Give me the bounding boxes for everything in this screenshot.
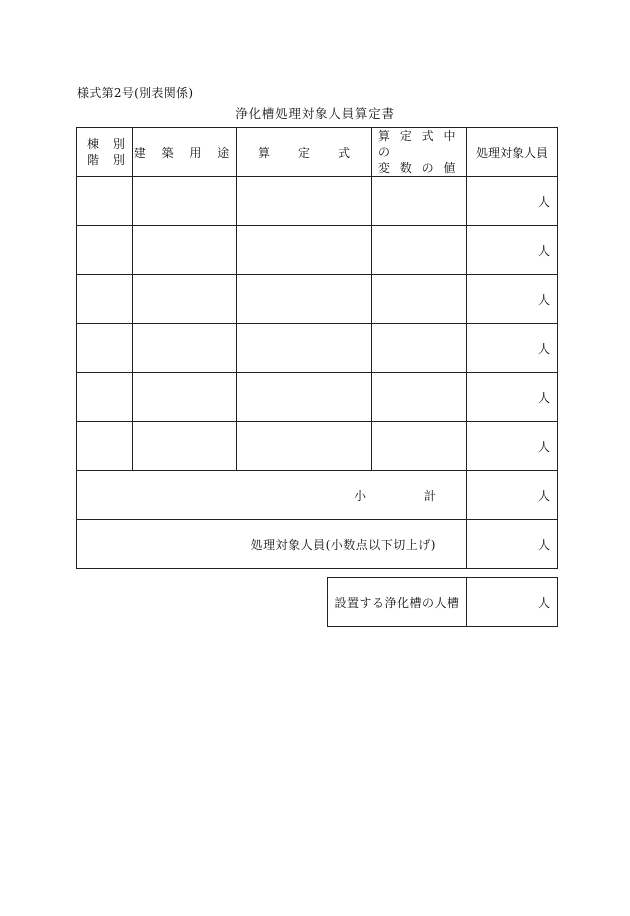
cell-formula[interactable] <box>237 275 372 324</box>
cell-variables[interactable] <box>372 275 467 324</box>
subtotal-persons[interactable]: 人 <box>467 471 558 520</box>
subtotal-label-a: 小 <box>353 488 366 503</box>
header-variables-line2: 変 数 の 値 <box>378 161 459 175</box>
header-floor: 階 別 <box>87 153 130 167</box>
table-row <box>77 226 558 275</box>
header-persons: 処理対象人員 <box>467 128 558 177</box>
cell-building-use[interactable] <box>133 275 237 324</box>
header-row <box>77 128 558 177</box>
tank-capacity-persons[interactable]: 人 <box>467 578 558 627</box>
header-building-use: 建 築 用 途 <box>133 128 237 177</box>
total-persons[interactable]: 人 <box>467 520 558 569</box>
cell-persons[interactable]: 人 <box>467 275 558 324</box>
header-formula <box>237 128 372 177</box>
cell-variables[interactable] <box>372 373 467 422</box>
cell-building-floor[interactable] <box>77 422 133 471</box>
subtotal-row <box>77 471 558 520</box>
cell-formula[interactable] <box>237 324 372 373</box>
cell-variables[interactable] <box>372 226 467 275</box>
cell-building-floor[interactable] <box>77 275 133 324</box>
cell-persons[interactable]: 人 <box>467 226 558 275</box>
cell-persons[interactable]: 人 <box>467 422 558 471</box>
header-variables <box>372 128 467 177</box>
header-building: 棟 別 <box>87 137 130 151</box>
cell-building-floor[interactable] <box>77 373 133 422</box>
cell-persons[interactable]: 人 <box>467 373 558 422</box>
tank-capacity-label: 設置する浄化槽の人槽 <box>328 578 467 627</box>
cell-building-use[interactable] <box>133 373 237 422</box>
cell-building-use[interactable] <box>133 226 237 275</box>
table-row <box>77 373 558 422</box>
header-formula-a: 算 <box>257 145 270 160</box>
cell-building-floor[interactable] <box>77 177 133 226</box>
cell-formula[interactable] <box>237 373 372 422</box>
header-formula-b: 定 <box>297 145 310 160</box>
cell-building-floor[interactable] <box>77 226 133 275</box>
cell-formula[interactable] <box>237 422 372 471</box>
document-title: 浄化槽処理対象人員算定書 <box>235 106 395 121</box>
header-variables-line1: 算 定 式 中 の <box>378 129 459 159</box>
table-row <box>77 422 558 471</box>
cell-building-use[interactable] <box>133 324 237 373</box>
subtotal-label <box>77 471 467 520</box>
cell-variables[interactable] <box>372 324 467 373</box>
subtotal-label-b: 計 <box>423 488 436 503</box>
cell-building-floor[interactable] <box>77 324 133 373</box>
tank-capacity-table <box>327 577 558 627</box>
cell-building-use[interactable] <box>133 177 237 226</box>
tank-row <box>328 578 558 627</box>
calculation-table <box>76 127 558 569</box>
table-row <box>77 275 558 324</box>
cell-persons[interactable]: 人 <box>467 177 558 226</box>
header-formula-c: 式 <box>338 145 351 160</box>
total-row <box>77 520 558 569</box>
table-row <box>77 324 558 373</box>
cell-formula[interactable] <box>237 226 372 275</box>
cell-variables[interactable] <box>372 177 467 226</box>
table-row <box>77 177 558 226</box>
header-building-floor <box>77 128 133 177</box>
cell-building-use[interactable] <box>133 422 237 471</box>
cell-variables[interactable] <box>372 422 467 471</box>
cell-persons[interactable]: 人 <box>467 324 558 373</box>
cell-formula[interactable] <box>237 177 372 226</box>
total-label: 処理対象人員(小数点以下切上げ) <box>77 520 467 569</box>
form-number: 様式第2号(別表関係) <box>77 86 194 100</box>
